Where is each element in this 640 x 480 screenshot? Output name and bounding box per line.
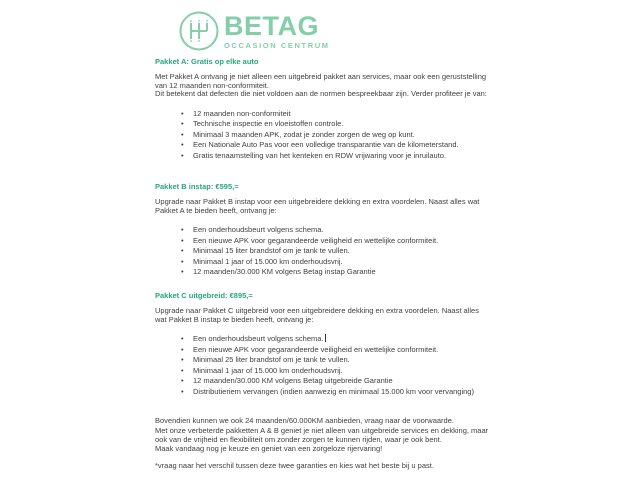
- section-pakket-c: [155, 291, 490, 397]
- pakket-a-bullet-list: [155, 109, 490, 162]
- pakket-c-bullet-list: [155, 334, 490, 397]
- pakket-a-paragraph: Met Pakket A ontvang je niet alleen een uitgebreid pakket aan services, maar ook een geruststelling van 12 maanden non-conformiteit.: [155, 72, 487, 90]
- list-item: • Een onderhoudsbeurt volgens schema.: [155, 225, 490, 236]
- closing-paragraphs: [155, 416, 490, 454]
- list-item: • Minimaal 15 liter brandstof om je tank te vullen.: [155, 246, 490, 257]
- list-item-text: Een onderhoudsbeurt volgens schema.: [193, 334, 324, 344]
- pakket-a-heading: Pakket A: Gratis op elke auto: [155, 57, 259, 66]
- gear-shift-icon: [178, 10, 220, 52]
- list-item: • Minimaal 1 jaar of 15.000 km onderhoudsvrij.: [155, 366, 490, 377]
- section-pakket-a: [155, 57, 490, 161]
- closing-paragraph: Maak vandaag nog je keuze en geniet van een zorgeloze rijervaring!: [155, 444, 383, 454]
- list-item: • 12 maanden/30.000 KM volgens Betag instap Garantie: [155, 267, 490, 278]
- list-item: • Minimaal 1 jaar of 15.000 km onderhoudsvrij.: [155, 257, 490, 268]
- list-item: • Een Nationale Auto Pas voor een volledige transparantie van de kilometerstand.: [155, 140, 490, 151]
- list-item: • 12 maanden/30.000 KM volgens Betag uitgebreide Garantie: [155, 376, 490, 387]
- betag-logo: [178, 10, 330, 52]
- closing-paragraph: Bovendien kunnen we ook 24 maanden/60.000KM aanbieden, vraag naar de voorwaarde.: [155, 416, 454, 426]
- text-cursor: [325, 334, 326, 342]
- list-item: • Minimaal 3 maanden APK, zodat je zonder zorgen de weg op kunt.: [155, 130, 490, 141]
- pakket-b-bullet-list: [155, 225, 490, 278]
- list-item: • Technische inspectie en vloeistoffen controle.: [155, 119, 490, 130]
- logo-subtitle-text: OCCASION CENTRUM: [224, 40, 330, 50]
- description-editor[interactable]: [155, 57, 490, 478]
- list-item: [155, 334, 490, 345]
- pakket-c-heading: Pakket C uitgebreid: €895,=: [155, 290, 253, 300]
- list-item: • Een nieuwe APK voor gegarandeerde veiligheid en wettelijke conformiteit.: [155, 345, 490, 356]
- pakket-a-paragraph: Dit betekent dat defecten die niet voldoen aan de normen bespreekbaar zijn. Verder profiteer je van:: [155, 89, 487, 99]
- pakket-b-paragraph: Upgrade naar Pakket B instap voor een uitgebreidere dekking en extra voordelen. Naast alles wat Pakket A te bieden heeft, ontvang je:: [155, 197, 480, 215]
- pakket-c-paragraph: Upgrade naar Pakket C uitgebreid voor een uitgebreidere dekking en extra voordelen. Naast alles wat Pakket B instap te bieden heeft, ontvang je:: [155, 305, 479, 324]
- list-item: • Gratis tenaamstelling van het kenteken en RDW vrijwaring voor je inruilauto.: [155, 151, 490, 162]
- logo-brand-text: BETAG: [224, 10, 319, 41]
- closing-paragraph: Met onze verbeterde pakketten A & B geniet je niet alleen van uitgebreide services en dekking, maar ook van de vrijheid en flexibiliteit om zonder zorgen te kunnen rijden, waar je ook bent.: [155, 425, 489, 444]
- list-item: • Minimaal 25 liter brandstof om je tank te vullen.: [155, 355, 490, 366]
- list-item: • 12 maanden non-conformiteit: [155, 109, 490, 120]
- list-item: • Een nieuwe APK voor gegarandeerde veiligheid en wettelijke conformiteit.: [155, 236, 490, 247]
- footnote: *vraag naar het verschil tussen deze twee garanties en kies wat het beste bij u past.: [155, 460, 434, 470]
- list-item: • Distributieriem vervangen (indien aanwezig en minimaal 15.000 km voor vervanging): [155, 387, 490, 398]
- pakket-b-heading: Pakket B instap: €595,=: [155, 182, 239, 192]
- section-pakket-b: [155, 182, 490, 278]
